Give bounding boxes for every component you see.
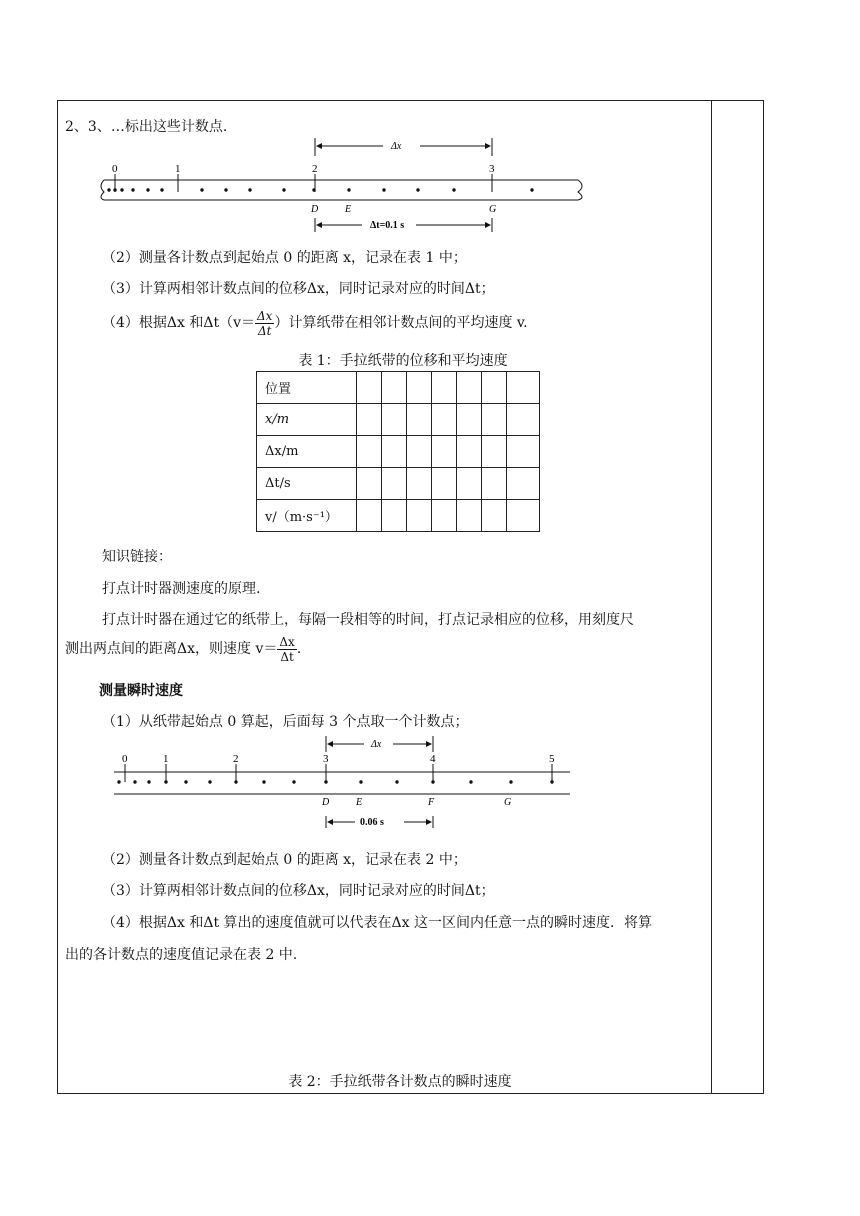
tape-diagram-2: [110, 734, 575, 830]
fraction-numerator: Δx: [257, 308, 273, 323]
tape2-letter-D: D: [322, 797, 330, 808]
tape2-letter-F: F: [428, 797, 435, 808]
table2-caption: 表 2：手拉纸带各计数点的瞬时速度: [288, 1074, 512, 1090]
knowledge-line-3-post: .: [296, 641, 302, 657]
step2-4a: （4）根据Δx 和Δt 算出的速度值就可以代表在Δx 这一区间内任意一点的瞬时速度．将算: [102, 915, 653, 931]
tape2-number-5: 5: [549, 753, 555, 765]
tape1-number-1: 1: [175, 163, 181, 175]
step1-4-post: ）计算纸带在相邻计数点间的平均速度 v.: [274, 315, 528, 331]
tape1-number-3: 3: [489, 163, 495, 175]
intro-tail: 2、3、…标出这些计数点.: [65, 119, 228, 135]
tape2-number-4: 4: [430, 753, 436, 765]
table1-row-label: v/（m·s⁻¹）: [257, 500, 357, 532]
step1-2: （2）测量各计数点到起始点 0 的距离 x，记录在表 1 中；: [102, 250, 467, 266]
tape1-letter-E: E: [345, 204, 352, 215]
table-row: [257, 436, 540, 468]
tape2-number-3: 3: [323, 753, 329, 765]
velocity-fraction: [277, 635, 296, 664]
step2-3: （3）计算两相邻计数点间的位移Δx，同时记录对应的时间Δt；: [102, 883, 495, 899]
tape1-dx-label: Δx: [391, 141, 402, 152]
table1-row-label: 位置: [257, 372, 357, 404]
tape-diagram-1: [100, 136, 590, 234]
fraction-denominator: Δt: [257, 323, 272, 338]
table-row: [257, 500, 540, 532]
table-row: [257, 468, 540, 500]
tape2-number-2: 2: [233, 753, 239, 765]
step2-4b: 出的各计数点的速度值记录在表 2 中.: [65, 947, 298, 963]
table1-row-label: x/m: [257, 404, 357, 436]
tape2-dt-label: 0.06 s: [360, 817, 384, 828]
table1-caption: 表 1：手拉纸带的位移和平均速度: [298, 353, 508, 369]
tape1-letter-G: G: [489, 204, 497, 215]
fraction-numerator: Δx: [279, 634, 295, 649]
step1-4-fraction: [255, 309, 274, 338]
tape2-number-1: 1: [163, 753, 169, 765]
table1-row-label: Δx/m: [257, 436, 357, 468]
tape2-dx-label: Δx: [371, 739, 382, 750]
step1-3: （3）计算两相邻计数点间的位移Δx，同时记录对应的时间Δt；: [102, 281, 495, 297]
section2-title: 测量瞬时速度: [99, 683, 183, 699]
knowledge-line-3-pre: 测出两点间的距离Δx，则速度 v＝: [65, 641, 278, 657]
section2-step-1: （1）从纸带起始点 0 算起，后面每 3 个点取一个计数点；: [102, 714, 469, 730]
fraction-denominator: Δt: [280, 649, 294, 664]
knowledge-line-3: [65, 632, 301, 666]
step2-2: （2）测量各计数点到起始点 0 的距离 x，记录在表 2 中；: [102, 852, 467, 868]
step1-4: [102, 306, 528, 340]
tape1-letter-D: D: [311, 204, 319, 215]
table-row: [257, 404, 540, 436]
table1: [256, 371, 540, 532]
step1-4-pre: （4）根据Δx 和Δt（v＝: [102, 315, 256, 331]
knowledge-line-2: 打点计时器在通过它的纸带上，每隔一段相等的时间，打点记录相应的位移，用刻度尺: [102, 612, 634, 628]
knowledge-line-1: 打点计时器测速度的原理.: [102, 581, 261, 597]
table1-row-label: Δt/s: [257, 468, 357, 500]
tape1-dt-label: Δt=0.1 s: [370, 220, 405, 231]
tape2-number-0: 0: [122, 753, 128, 765]
tape2-letter-G: G: [504, 797, 512, 808]
knowledge-heading: 知识链接：: [102, 549, 172, 565]
tape1-number-0: 0: [112, 163, 118, 175]
tape2-letter-E: E: [356, 797, 363, 808]
table-row: [257, 372, 540, 404]
tape1-number-2: 2: [312, 163, 318, 175]
margin-column-divider: [711, 100, 712, 1094]
